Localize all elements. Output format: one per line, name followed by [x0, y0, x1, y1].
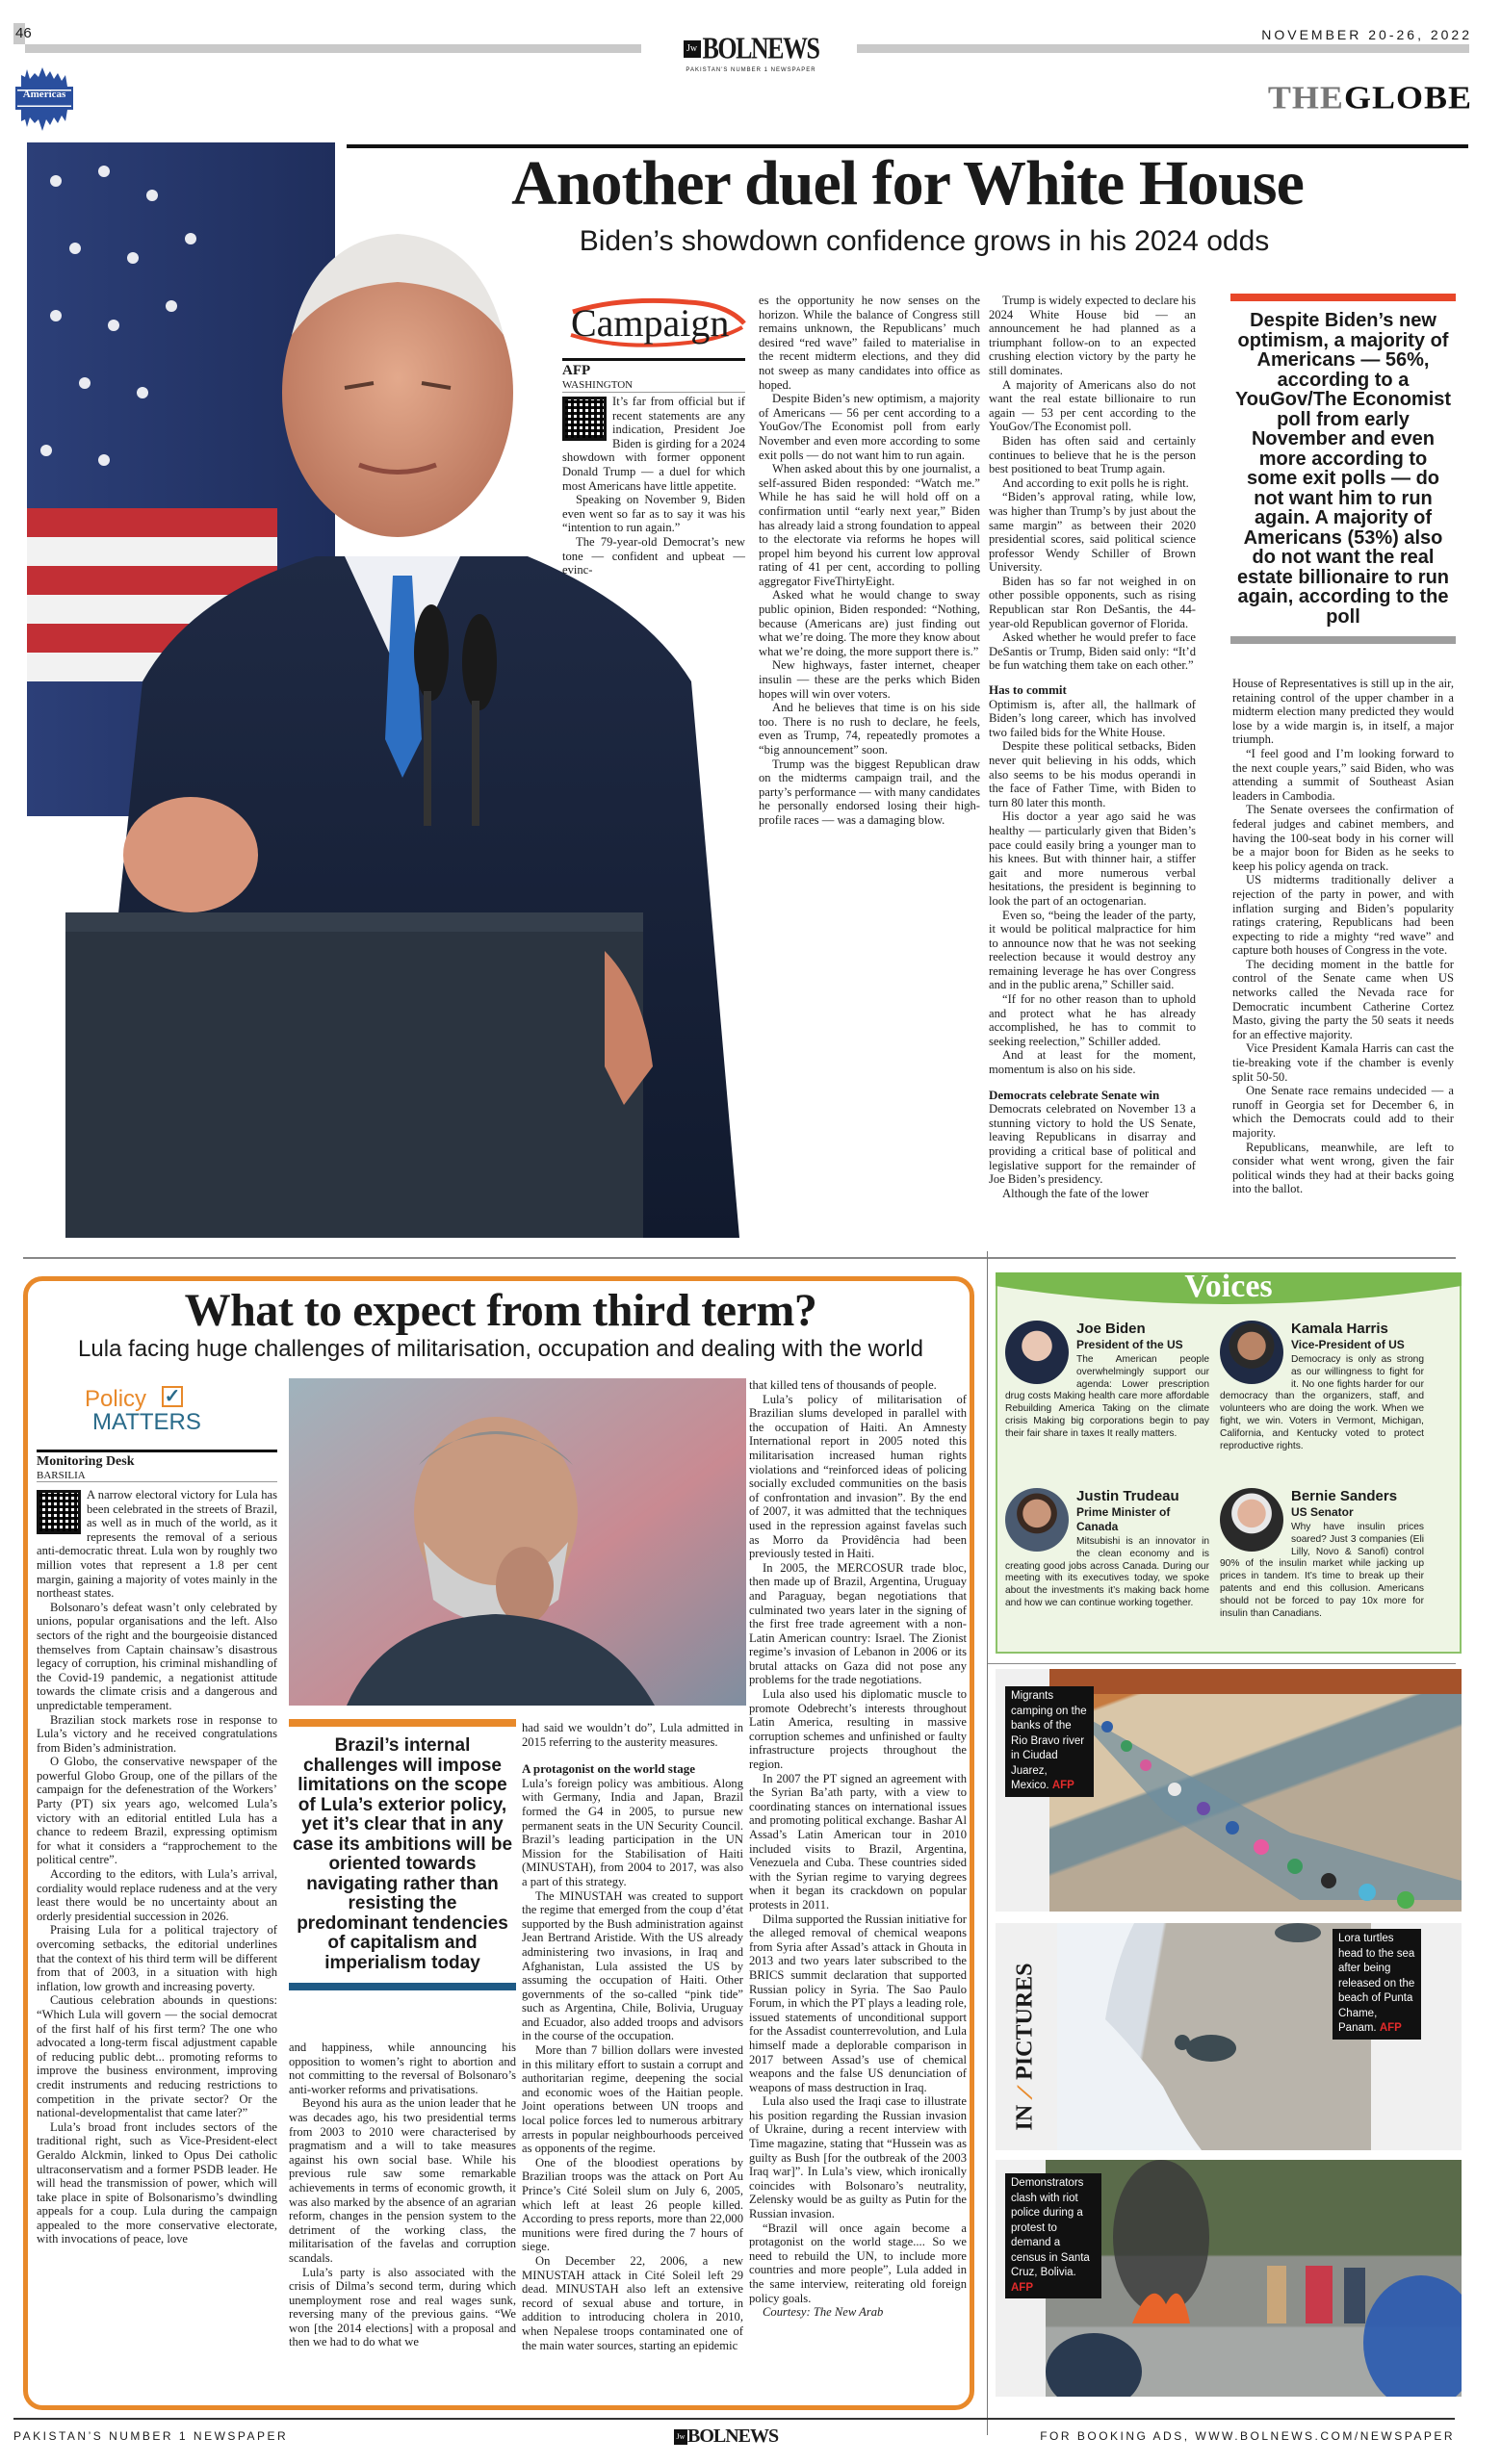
footer-rule	[13, 2418, 1455, 2420]
qr-code-icon[interactable]	[562, 397, 607, 441]
top-story-headline: Another duel for White House	[511, 148, 1304, 218]
photo-credit: AFP	[1379, 2022, 1402, 2034]
checkbox-icon: ✓	[162, 1386, 183, 1407]
photo-credit: AFP	[1051, 1780, 1074, 1791]
logo-name: BOLNEWS	[687, 2426, 779, 2447]
voices-divider	[988, 1663, 1456, 1664]
voice-name: Justin Trudeau	[1076, 1488, 1179, 1504]
camera-icon: ⟋	[1015, 2085, 1037, 2099]
courtesy-credit: Courtesy: The New Arab	[763, 2305, 884, 2320]
logo-mark-icon: Jw	[684, 40, 701, 58]
masthead-logo[interactable]	[664, 32, 838, 73]
voice-item	[1005, 1488, 1209, 1610]
section-title-the: THE	[1267, 79, 1344, 116]
top-story-col4: House of Representatives is still up in the air, retaining control of the upper chamber in a midterm election many predicted they would lose by a wide margin is, in itself, a major triumph. “I feel good and I’m looking forward to the next couple years,” said Biden, who was attending a summit of Southeast Asian leaders in Cambodia. The Senate oversees the confirmation of federal judges and cabinet members, and having the 100-seat body in his corner will be a major boon for Biden as he seeks to keep his policy agenda on track. US midterms traditionally deliver a rejection of the party in power, and with inflation surging and Biden’s popularity ratings cratering, Republicans had been expecting to ride a mighty “red wave” and capture both houses of Congress in the vote. The deciding moment in the battle for control of the Senate came when US networks called the Nevada race for Democratic incumbent Catherine Cortez Masto, giving the party the 50 seats it needs for an effective majority. Vice President Kamala Harris can cast the tie-breaking vote if the chamber is evenly split 50-50. One Senate race remains undecided — a runoff in Georgia set for December 6, in which the Democrats could add to their majority. Republicans, meanwhile, are left to consider what went wrong, given the fair political winds they had at their backs going into the ballot.	[1232, 677, 1454, 1196]
voices-title: Voices	[1184, 1269, 1273, 1304]
avatar	[1220, 1488, 1283, 1552]
subhead-world-stage: A protagonist on the world stage	[522, 1761, 695, 1777]
voice-role: US Senator	[1291, 1505, 1354, 1519]
section-badge-label: Americas	[22, 89, 66, 100]
voice-quote: The American people overwhelmingly support our agenda: Lower prescription drug costs Making health care more affordable Rebuilding America Taking on the climate crisis Making big corporations begin to pay their fair share in taxes It really matters.	[1005, 1354, 1209, 1439]
voice-item	[1005, 1321, 1209, 1441]
footer-logo[interactable]	[674, 2426, 778, 2448]
voice-quote: Mitsubishi is an innovator in the clean economy and is creating good jobs across Canada. During our meeting with its executives today, we spoke about the investments it’s making back home and how we can continue working together.	[1005, 1536, 1209, 1608]
logo-mark-icon: Jw	[674, 2429, 687, 2445]
migrants-photo	[1049, 1669, 1462, 1912]
lula-pullquote: Brazil’s internal challenges will impose limitations on the scope of Lula’s exterior policy, yet it’s clear that in any case its ambitions will be oriented towards navigating rather than resisting the predominant tendencies of capitalism and imperialism today	[289, 1719, 516, 1990]
protest-photo	[1046, 2160, 1462, 2397]
agency: AFP	[562, 363, 591, 378]
top-story-subheadline: Biden’s showdown confidence grows in his 2024 odds	[579, 225, 1270, 257]
lula-col4: that killed tens of thousands of people. Lula’s policy of militarisation of Brazilian slums developed in parallel with the occupation of Haiti. An Amnesty International report in 2005 noted this militarisation increased human rights violations and “reinforced ideas of policing socially excluded communities on the basis of confrontation and invasion”. By the end of 2007, it was admitted that the techniques used in the repression against favelas such as Morro da Providência had been previously tested in Haiti. In 2005, the MERCOSUR trade bloc, then made up of Brazil, Argentina, Uruguay and Paraguay, began negotiations that culminated two years later in the signing of the first free trade agreement with a non-Latin American country: Israel. The Zionist regime’s invasion of Lebanon in 2006 or its brutal attacks on Gaza did not pose any problems for the trade negotiations. Lula also used his diplomatic muscle to promote Odebrecht’s interests throughout Latin America, resulting in massive corruption schemes and unfinished or faulty infrastructure projects throughout the region. In 2007 the PT signed an agreement with the Syrian Ba’ath party, with a view to coordinating stances on international issues and promoting political exchange. Bashar Al Assad’s Latin American tour in 2010 included visits to Brazil, Argentina, Venezuela and Cuba. These countries sided with the Syrian regime to varying degrees when it began its crackdown on popular protests in 2011. Dilma supported the Russian initiative for the alleged removal of chemical weapons from Syria after Assad’s attack in Ghouta in 2013 and two years later subscribed to the BRICS summit declaration that supported Russian policy in Syria. The Sao Paulo Forum, in which the PT plays a leading role, issued statements of unconditional support for the Assadist counterrevolution, and Lula himself made a deplorable comparison in 2017 between Assad’s use of chemical weapons and the false US denunciation of weapons of mass destruction in Iraq. Lula also used the Iraqi case to illustrate his position regarding the Russian invasion of Ukraine, during a recent interview with Time magazine, stating that “Hussein was as guilty as Bush [for the outbreak of the 2003 Iraq war]”. In Lula’s view, which ironically coincides with Bolsonaro’s neutrality, Zelensky would be as guilty as Putin for the Russian invasion. “Brazil will once again become a protagonist on the world stage.... So we need to rebuild the UN, to include more countries and more people”, Lula added in the same interview, reiterating old foreign policy goals. Courtesy: The New Arab	[749, 1378, 967, 2320]
column-divider	[987, 1251, 988, 2435]
section-title-globe: GLOBE	[1343, 79, 1472, 116]
in-pictures-pictures: PICTURES	[1012, 1963, 1038, 2080]
qr-code-icon[interactable]	[37, 1490, 81, 1534]
top-story-col3-continued: Has to commit Optimism is, after all, the hallmark of Biden’s long career, which has involved two failed bids for the White House. Despite these political setbacks, Biden never quit believing in his odds, which also seems to be his modus operandi in the face of Father Time, with Biden to turn 80 later this month. His doctor a year ago said he was healthy — particularly given that Biden’s pace could easily bring a younger man to his knees. But with thinner hair, a stiffer gait and more numerous verbal hesitations, the president is beginning to look the part of an octogenarian. Even so, “being the leader of the party, it would be political malpractice for him to announce now that he was not seeking reelection because it would destroy any remaining leverage he has over Congress and in the public arena,” Schiller said. “If for no other reason than to uphold and protect what he has already accomplished, he has to commit to seeking reelection,” Schiller added. And at least for the moment, momentum is also on his side. Democrats celebrate Senate win Democrats celebrated on November 13 a stunning victory to hold the US Senate, leaving Republicans in disarray and providing a critical base of political and legislative support for the remainder of Joe Biden’s presidency. Although the fate of the lower	[989, 682, 1196, 1200]
subhead-senate-win: Democrats celebrate Senate win	[989, 1087, 1160, 1102]
lula-photo	[289, 1378, 746, 1706]
kicker-policy-matters	[58, 1386, 241, 1444]
photo-credit: AFP	[1011, 2281, 1033, 2294]
agency: Monitoring Desk	[37, 1454, 135, 1469]
avatar	[1005, 1488, 1069, 1552]
voice-quote: Why have insulin prices soared? Just 3 companies (Eli Lilly, Novo & Sanofi) control 90% of the insulin market while jacking up prices in tandem. It’s time to break up their patents and end this collusion. Americans should not be forced to pay 10x more for insulin than Canadians.	[1220, 1522, 1424, 1619]
in-pictures-label	[1001, 1915, 1049, 2137]
voice-role: Prime Minister of Canada	[1076, 1505, 1171, 1533]
subhead-has-to-commit: Has to commit	[989, 682, 1067, 697]
kicker-matters: MATTERS	[92, 1409, 201, 1435]
voice-role: President of the US	[1076, 1338, 1183, 1351]
dateline: WASHINGTON	[562, 379, 745, 393]
voice-quote: Democracy is only as strong as our willingness to fight for it. No one fights harder for our democracy than the organizers, staff, and volunteers who are doing the work. When we fight, we win. Voters in Vermont, Michigan, California, and Kentucky voted to protect reproductive rights.	[1220, 1354, 1424, 1451]
voice-role: Vice-President of US	[1291, 1338, 1405, 1351]
top-story-col1: It’s far from official but if recent statements are any indication, President Joe Biden is girding for a 2024 showdown with former opponent Donald Trump — a duel for which most Americans have little appetite. Speaking on November 9, Biden even went so far as to say it was his “intention to run again.” The 79-year-old Democrat’s new tone — confident and upbeat — evinc-	[562, 395, 745, 578]
avatar	[1220, 1321, 1283, 1384]
avatar	[1005, 1321, 1069, 1384]
header-rule-left	[25, 44, 641, 53]
top-story-pullquote: Despite Biden’s new optimism, a majority of Americans — 56%, according to a YouGov/The Economist poll from early November and even more according to some exit polls — do not want him to run again. A majority of Americans (53%) also do not want the real estate billionaire to run again, according to the poll	[1230, 294, 1456, 644]
dateline: BARSILIA	[37, 1470, 277, 1482]
header-rule-right	[857, 44, 1469, 53]
lula-byline	[37, 1450, 277, 1482]
photo-caption: Migrants camping on the banks of the Rio Bravo river in Ciudad Juarez, Mexico. AFP	[1005, 1686, 1094, 1797]
top-story-col2: es the opportunity he now senses on the horizon. While the balance of Congress still remains unknown, the Republicans’ much desired “red wave” failed to materialise in the recent midterm elections, and they did not sweep as many candidates into office as hoped. Despite Biden’s new optimism, a majority of Americans — 56 per cent according to a YouGov/The Economist poll from early November and even more according to some exit polls — do not want him to run again. When asked about this by one journalist, a self-assured Biden responded: “Watch me.” While he has said he will hold off on a confirmation until “early next year,” Biden has already laid a strong foundation to appeal to the electorate via reforms he hopes will propel him beyond his current low approval rating of 41 per cent, according to polling aggregator FiveThirtyEight. Asked what he would change to sway public opinion, Biden responded: “Nothing, because (Americans are) just finding out what we’re doing. The more they know about what we’re doing, the more support there is.” New highways, faster internet, cheaper insulin — these are the perks which Biden hopes will win over voters. And he believes that time is on his side too. There is no rush to declare, he feels, even as Trump, 74, repeatedly promotes a “big announcement” soon. Trump was the biggest Republican draw on the midterms campaign trail, and the party’s performance — with many candidates he personally endorsed losing their high-profile races — was a damaging blow.	[759, 294, 980, 827]
voice-item	[1220, 1488, 1424, 1620]
issue-date: NOVEMBER 20-26, 2022	[1261, 27, 1472, 42]
top-story-byline	[562, 358, 745, 393]
footer-booking-link[interactable]: FOR BOOKING ADS, WWW.BOLNEWS.COM/NEWSPAPER	[1040, 2429, 1455, 2443]
photo-caption: Lora turtles head to the sea after being released on the beach of Punta Chame, Panam. AFP	[1333, 1929, 1421, 2040]
voice-name: Joe Biden	[1076, 1321, 1146, 1337]
page-number: 46	[15, 25, 32, 41]
kicker-label: Campaign	[571, 301, 730, 345]
kicker-policy: Policy	[85, 1386, 147, 1412]
section-divider	[23, 1257, 1456, 1259]
voice-item	[1220, 1321, 1424, 1452]
section-title	[1268, 78, 1472, 116]
lula-col3: had said we wouldn’t do”, Lula admitted in 2015 referring to the austerity measures. A protagonist on the world stage Lula’s foreign policy was ambitious. Along with Germany, India and Japan, Brazil formed the G4 in 2005, to pursue new permanent seats in the UN Security Council. Brazil’s leading participation in the UN Mission for the Stabilisation of Haiti (MINUSTAH), from 2004 to 2017, was also a part of this strategy. The MINUSTAH was created to support the regime that emerged from the coup d’état supported by the Bush administration against Jean Bertrand Aristide. With the US already administering two invasions, in Iraq and Afghanistan, Lula assisted the US by assuming the occupation of Haiti. Other governments of the so-called “pink tide” such as Argentina, Chile, Bolivia, Uruguay and Ecuador, also added troops and advisors in the course of the occupation. More than 7 billion dollars were invested in this military effort to sustain a corrupt and authoritarian regime, deepening the social and economic woes of the Haitian people. Joint operations between UN troops and local police forces led to numerous arbitrary arrests in popular neighbourhoods perceived as opponents of the regime. One of the bloodiest operations by Brazilian troops was the attack on Port Au Prince’s Cité Soleil slum on July 6, 2005, which left at least 26 people killed. According to press reports, more than 22,000 munitions were fired during the 7 hours of siege. On December 22, 2006, a new MINUSTAH attack in Cité Soleil left 29 dead. MINUSTAH also left an extensive record of sexual abuse and torture, in addition to introducing cholera in 2010, when Nepalese troops contaminated one of the main water sources, starting an epidemic	[522, 1721, 743, 2352]
voice-name: Kamala Harris	[1291, 1321, 1388, 1337]
lula-col2: and happiness, while announcing his opposition to women’s right to abortion and not committing to the reversal of Bolsonaro’s anti-worker reforms and privatisations. Beyond his aura as the union leader that he was decades ago, his two presidential terms from 2003 to 2010 were characterised by pragmatism and a will to take measures against his own social base. While his previous rule saw some remarkable achievements in terms of economic growth, it was also marked by the absence of an agrarian reform, changes in the pension system to the detriment of the working class, the militarisation of the favelas and corruption scandals. Lula’s party is also associated with the crisis of Dilma’s second term, during which unemployment rose and real wages sunk, reversing many of the previous gains. “We won [the 2014 elections] with a proposal and then we had to do what we	[289, 2040, 516, 2349]
logo-tagline: PAKISTAN'S NUMBER 1 NEWSPAPER	[686, 67, 816, 73]
logo-name: BOLNEWS	[702, 32, 819, 65]
lula-col1: A narrow electoral victory for Lula has been celebrated in the streets of Brazil, as well as in much of the world, as it represents the removal of a serious anti-democratic threat. Lula won by roughly two million votes that represent a 1.8 per cent margin, gaining a majority of votes mainly in the northeast states. Bolsonaro’s defeat wasn’t only celebrated by unions, popular organisations and the left. Also sectors of the right and the bourgeoisie distanced themselves from Captain chainsaw’s disastrous legacy of corruption, his criminal mishandling of the Covid-19 pandemic, a negationist attitude towards the climate crisis and a dangerous and unpredictable temperament. Brazilian stock markets rose in response to Lula’s victory and he received congratulations from Biden’s administration. O Globo, the conservative newspaper of the powerful Globo Group, one of the pillars of the campaign for the defenestration of the Workers’ Party (PT) six years ago, welcomed Lula’s victory with an editorial entitled Lula has a chance to redeem Brazil, expressing optimism for what it considers a “rapprochement to the political centre”. According to the editors, with Lula’s arrival, cordiality would replace rudeness and at the very least there would be no uncertainty about an orderly presidential succession in 2026. Praising Lula for a political trajectory of overcoming setbacks, the editorial underlines that the context of his third term will be different from that of 2003, in a situation with high inflation, low growth and increasing poverty. Cautious celebration abounds in questions: “Which Lula will govern — the social democrat of the first half of his first term? The one who advocated a long-term fiscal adjustment capable of reducing public debt... promoting reforms to improve the business environment, improving credit instruments and reducing restrictions to competition in the private sector? Or the national-developmentalist that came later?” Lula’s broad front includes sectors of the traditional right, such as Vice-President-elect Geraldo Alckmin, linked to Opus Dei catholic ultraconservatism and a former PSDB leader. He will head the transmission of power, which will take place in spite of Bolsonarismo’s dwindling appeals for a coup. Lula during the campaign appealed to the more conservative electorate, with invocations of peace, love	[37, 1488, 277, 2246]
lula-headline: What to expect from third term?	[184, 1285, 817, 1336]
kicker-campaign	[563, 295, 746, 352]
lula-subheadline: Lula facing huge challenges of militarisation, occupation and dealing with the world	[78, 1336, 923, 1362]
in-pictures-in: IN	[1012, 2104, 1038, 2131]
turtles-photo	[1057, 1923, 1371, 2150]
voice-name: Bernie Sanders	[1291, 1488, 1398, 1504]
top-story-col3: Trump is widely expected to declare his 2024 White House bid — an announcement he had planned as a triumphant follow-on to an expected crushing election victory by the party he still dominates. A majority of Americans also do not want the real estate billionaire to run again — 53 per cent according to the YouGov/The Economist poll. Biden has often said and certainly continues to believe that he is the person best positioned to beat Trump again. And according to exit polls he is right. “Biden’s approval rating, while low, was higher than Trump’s by just about the same margin” as between their 2020 presidential scores, said political science professor Wendy Schiller of Brown University. Biden has so far not weighed in on other possible opponents, such as rising Republican star Ron DeSantis, the 44-year-old Republican governor of Florida. Asked whether he would prefer to face DeSantis or Trump, Biden said only: “It’d be fun watching them take on each other.”	[989, 294, 1196, 673]
footer-tagline: PAKISTAN’S NUMBER 1 NEWSPAPER	[13, 2429, 289, 2443]
photo-caption: Demonstrators clash with riot police during a protest to demand a census in Santa Cruz, Bolivia. AFP	[1005, 2173, 1101, 2298]
